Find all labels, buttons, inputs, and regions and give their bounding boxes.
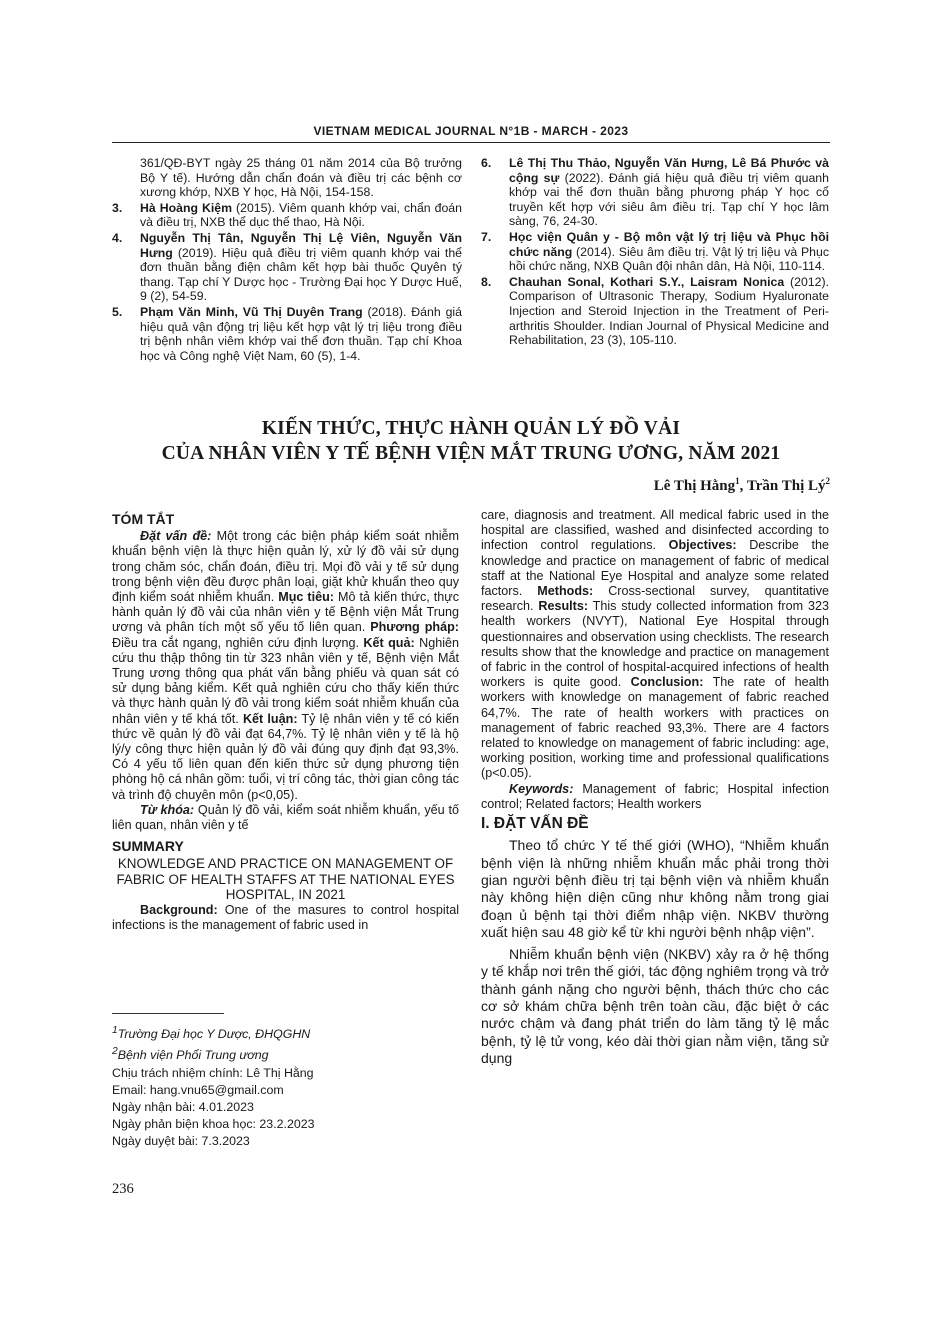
references-left bbox=[112, 156, 462, 364]
page-number: 236 bbox=[112, 1181, 134, 1197]
reference-text: (2019). Hiệu quả điều trị viêm quanh khớp vai thể đơn thuần bằng điện châm kết hợp bài thuốc Quyên tý thang. Tạp chí Y Dược học - Trường Đại học Y Dược Huế, 9 (2), 54-59. bbox=[140, 245, 462, 304]
keywords-paragraph bbox=[112, 803, 459, 833]
affiliation-2 bbox=[112, 1043, 459, 1064]
summary-text: One of the masures to control hospital infections is the management of fabric used in bbox=[112, 902, 459, 932]
references-right bbox=[481, 156, 829, 349]
summary-text: Cross-sectional survey, quantitative research. bbox=[481, 584, 829, 614]
abstract-label: Mục tiêu: bbox=[278, 590, 335, 605]
reference-authors: Học viện Quân y - Bộ môn vật lý trị liệu và Phục hồi chức năng bbox=[509, 229, 829, 259]
author-separator: , bbox=[739, 478, 747, 494]
footnotes bbox=[112, 1022, 459, 1151]
summary-text: The rate of health workers with knowledge on management of fabric reached 64,7%. The rate of health workers with practices on management of fabric reached 93,3%. There are 4 factors related to knowledge on management of fabric including: age, working position, working time and professional qualifications (p<0.05). bbox=[481, 675, 829, 781]
summary-label: Methods: bbox=[537, 584, 594, 599]
intro-paragraph-1: Theo tổ chức Y tế thế giới (WHO), “Nhiễm khuẩn bệnh viện là những nhiễm khuẩn mắc phải trong thời gian người bệnh điều trị tại bệnh viện và nhiễm khuẩn này không hiện diện cũng như không nằm trong giai đoạn ủ bệnh tại thời điểm nhập viện. NKBV thường xuất hiện sau 48 giờ kể từ khi người bệnh nhập viện”. bbox=[481, 837, 829, 941]
reference-authors: Nguyễn Thị Tân, Nguyễn Thị Lệ Viên, Nguyễn Văn Hưng bbox=[140, 230, 462, 260]
abstract-label: Kết quả: bbox=[363, 635, 415, 650]
keywords-label: Keywords: bbox=[509, 781, 574, 796]
article-title-line2: CỦA NHÂN VIÊN Y TẾ BỆNH VIỆN MẮT TRUNG ƯƠNG, NĂM 2021 bbox=[161, 443, 781, 464]
reference-number: 5. bbox=[112, 304, 123, 319]
reference-item bbox=[112, 156, 462, 200]
author-affiliation-mark: 1 bbox=[735, 476, 740, 486]
reference-text: (2014). Siêu âm điều trị. Vật lý trị liệu và Phục hồi chức năng, NXB Quân đội nhân dân, Hà Nội, 110-114. bbox=[509, 244, 830, 274]
reference-text: (2015). Viêm quanh khớp vai, chẩn đoán và điều trị, NXB thể dục thể thao, Hà Nội. bbox=[140, 200, 462, 230]
reference-item bbox=[481, 230, 829, 274]
reference-text: (2018). Đánh giá hiệu quả vận động trị liệu kết hợp vật lý trị liệu trong điều trị bệnh nhân viêm khớp vai thể đơn thuần. Tạp chí Khoa học và Công nghệ Việt Nam, 60 (5), 1-4. bbox=[140, 304, 462, 363]
intro-paragraph-2: Nhiễm khuẩn bệnh viện (NKBV) xảy ra ở hệ thống y tế khắp nơi trên thế giới, tác động nghiêm trọng và trở thành gánh nặng cho người bệnh, thách thức cho các cơ sở khám chữa bệnh trên toàn cầu, đặc biệt ở các nước chậm và đang phát triển do làm tăng tỷ lệ mắc bệnh, tỷ lệ tử vong, kéo dài thời gian nằm viện, tăng sử dụng bbox=[481, 945, 829, 1067]
author-name: Trần Thị Lý bbox=[746, 478, 826, 494]
summary-keywords bbox=[481, 782, 829, 812]
reference-number: 3. bbox=[112, 200, 123, 215]
article-title-line1: KIẾN THỨC, THỰC HÀNH QUẢN LÝ ĐỒ VẢI bbox=[261, 418, 681, 439]
date-received: Ngày nhận bài: 4.01.2023 bbox=[112, 1100, 254, 1115]
author-affiliation-mark: 2 bbox=[825, 476, 830, 486]
summary-paragraph bbox=[112, 903, 459, 933]
date-reviewed: Ngày phản biện khoa học: 23.2.2023 bbox=[112, 1117, 315, 1132]
reference-text: (2012). Comparison of Ultrasonic Therapy, Sodium Hyaluronate Injection and Steroid Injection in the Treatment of Peri-arthritis Shoulder. Indian Journal of Physical Medicine and Rehabilitation, 23 (3), 105-110. bbox=[509, 274, 829, 348]
reference-authors: Hà Hoàng Kiệm bbox=[140, 200, 233, 215]
footnote-mark: 2 bbox=[112, 1046, 118, 1058]
summary-text: This study collected information from 323 health workers (NVYT), National Eye Hospital through questionnaires and observation using checklists. The research results show that the knowledge and practice on management of fabric in the control of hospital-acquired infections of health workers is quite good. bbox=[481, 599, 829, 690]
reference-item bbox=[112, 231, 462, 304]
reference-item bbox=[112, 305, 462, 363]
affiliation-1 bbox=[112, 1022, 459, 1043]
reference-item bbox=[481, 275, 829, 348]
email: Email: hang.vnu65@gmail.com bbox=[112, 1082, 284, 1097]
keywords-text: Management of fabric; Hospital infection control; Related factors; Health workers bbox=[481, 781, 829, 811]
affiliation-text: Trường Đại học Y Dược, ĐHQGHN bbox=[117, 1027, 311, 1042]
header-rule bbox=[112, 142, 830, 143]
right-column bbox=[481, 508, 829, 1068]
author-name: Lê Thị Hằng bbox=[653, 478, 736, 494]
summary-text: Describe the knowledge and practice on management of fabric of medical staff at the National Eye Hospital and analyze some related factors. bbox=[481, 538, 830, 599]
reference-authors: Chauhan Sonal, Kothari S.Y., Laisram Nonica bbox=[509, 274, 785, 289]
keywords-label: Từ khóa: bbox=[140, 802, 195, 817]
date-accepted: Ngày duyệt bài: 7.3.2023 bbox=[112, 1134, 250, 1149]
keywords-text: Quản lý đồ vải, kiểm soát nhiễm khuẩn, yếu tố liên quan, nhân viên y tế bbox=[112, 802, 460, 833]
journal-header: VIETNAM MEDICAL JOURNAL N°1B - MARCH - 2023 bbox=[313, 124, 629, 138]
reference-text: 361/QĐ-BYT ngày 25 tháng 01 năm 2014 của Bộ trưởng Bộ Y tế). Hướng dẫn chẩn đoán và điều trị các bệnh cơ xương khớp, NXB Y học, Hà Nội, 154-158. bbox=[140, 156, 462, 200]
reference-number: 8. bbox=[481, 274, 492, 289]
reference-item bbox=[112, 201, 462, 230]
summary-title: KNOWLEDGE AND PRACTICE ON MANAGEMENT OF FABRIC OF HEALTH STAFFS AT THE NATIONAL EYES HOSPITAL, IN 2021 bbox=[116, 856, 455, 903]
summary-label: Results: bbox=[538, 599, 589, 614]
summary-label: Conclusion: bbox=[630, 675, 704, 690]
reference-number: 7. bbox=[481, 229, 492, 244]
abstract-heading: TÓM TẮT bbox=[112, 511, 175, 527]
reference-authors: Phạm Văn Minh, Vũ Thị Duyên Trang bbox=[140, 304, 363, 319]
abstract-text: Tỷ lệ nhân viên y tế có kiến thức về quản lý đồ vải đạt 64,7%. Tỷ lệ nhân viên y tế là hộ lý/y công thực hiện quản lý đồ vải đúng quy định đạt 93,3%. Có 4 yếu tố liên quan đến kiến thức sử dụng phương tiện phòng hộ cá nhân gồm: tuổi, vị trí công tác, thời gian công tác và trình độ chuyên môn (p<0,05). bbox=[112, 711, 460, 802]
article-authors bbox=[654, 476, 830, 495]
abstract-text: Nghiên cứu thu thập thông tin từ 323 nhân viên y tế, Bệnh viện Mắt Trung ương thông qua phát vấn bằng phiếu và quan sát có sử dụng bảng kiểm. Kết quả nghiên cứu cho thấy kiến thức và thực hành quản lý đồ vải trong kiểm soát nhiễm khuẩn của nhân viên y tế khá tốt. bbox=[112, 635, 460, 726]
reference-authors: Lê Thị Thu Thảo, Nguyễn Văn Hưng, Lê Bá Phước và cộng sự bbox=[509, 156, 829, 185]
abstract-text: Một trong các biện pháp kiểm soát nhiễm khuẩn bệnh viện là thực hiện quản lý, xử lý đồ vải sử dụng trong chăm sóc, chẩn đoán, điều trị. Mọi đồ vải y tế sử dụng trong bệnh viện đều được phân loại, giặt khử khuẩn theo quy định kiểm soát nhiễm khuẩn. bbox=[112, 529, 459, 605]
abstract-label: Kết luận: bbox=[242, 711, 298, 726]
intro-heading: I. ĐẶT VẤN ĐỀ bbox=[481, 815, 589, 833]
abstract-text: Mô tả kiến thức, thực hành quản lý đồ vải của nhân viên y tế Bệnh viện Mắt Trung ương và phân tích một số yếu tố liên quan. bbox=[112, 590, 459, 635]
footnote-mark: 1 bbox=[112, 1025, 118, 1036]
abstract-label: Đặt vấn đề: bbox=[140, 529, 212, 544]
footnote-rule bbox=[112, 1013, 224, 1014]
summary-heading: SUMMARY bbox=[112, 838, 184, 855]
abstract-paragraph bbox=[112, 529, 459, 803]
reference-text: (2022). Đánh giá hiệu quả điều trị viêm quanh khớp vai thể đơn thuần bằng phương pháp Y học cổ truyền kết hợp với siêu âm điều trị. Tạp chí Y học lâm sàng, 76, 24-30. bbox=[509, 170, 829, 229]
abstract-text: Điều tra cắt ngang, nghiên cứu định lượng. bbox=[112, 635, 364, 650]
left-column bbox=[112, 508, 459, 933]
reference-number: 6. bbox=[481, 156, 492, 170]
summary-text: care, diagnosis and treatment. All medical fabric used in the hospital are classified, washed and disinfected according to infection control regulations. bbox=[481, 508, 829, 553]
summary-paragraph-cont bbox=[481, 508, 829, 782]
summary-label: Objectives: bbox=[668, 538, 737, 553]
summary-label: Background: bbox=[140, 902, 218, 917]
reference-number: 4. bbox=[112, 230, 123, 245]
affiliation-text: Bệnh viện Phổi Trung ương bbox=[117, 1048, 269, 1063]
corresponding-author: Chịu trách nhiệm chính: Lê Thị Hằng bbox=[112, 1065, 314, 1080]
abstract-label: Phương pháp: bbox=[370, 620, 459, 635]
reference-item bbox=[481, 156, 829, 229]
